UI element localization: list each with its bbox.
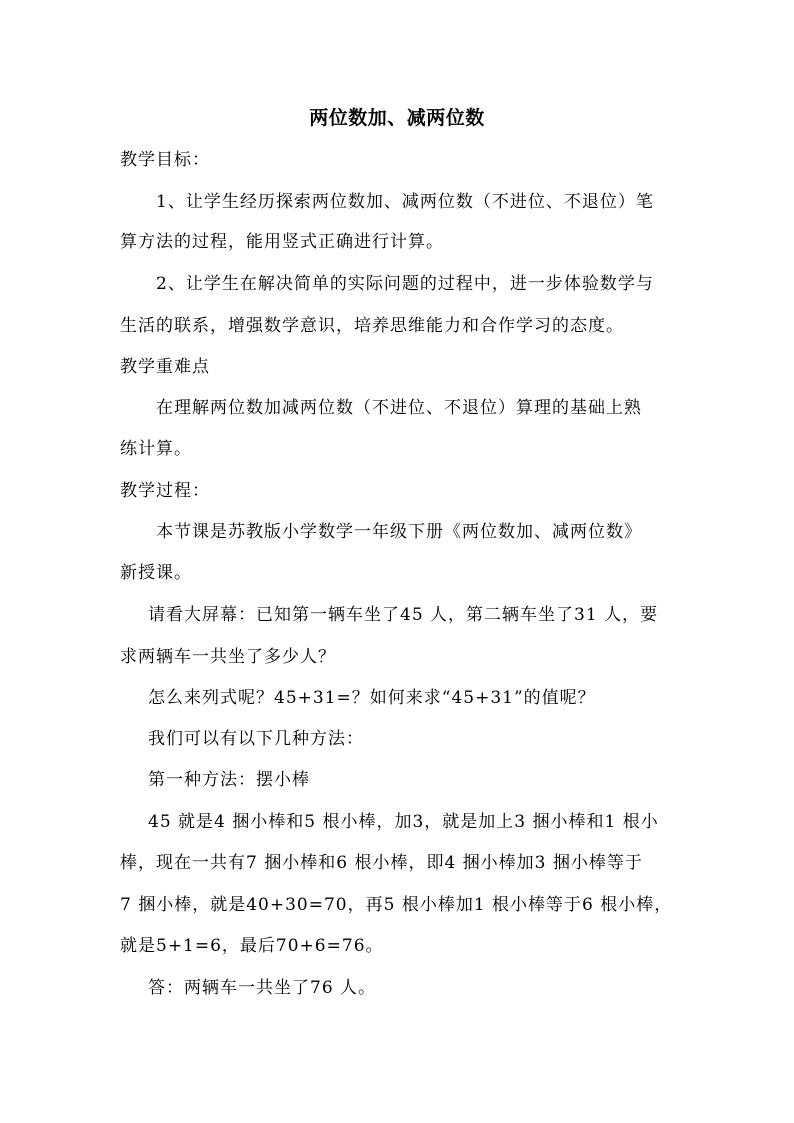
objective-2: 2、让学生在解决简单的实际问题的过程中，进一步体验数学与 [156, 274, 654, 294]
problem-text: 请看大屏幕：已知第一辆车坐了45 人，第二辆车坐了31 人，要 [148, 605, 659, 625]
problem-text-cont: 求两辆车一共坐了多少人？ [120, 647, 336, 667]
process-intro: 本节课是苏教版小学数学一年级下册《两位数加、减两位数》 [156, 522, 642, 542]
key-point-cont: 练计算。 [120, 439, 192, 459]
method-1-text-3: 7 捆小棒，就是40+30=70，再5 根小棒加1 根小棒等于6 根小棒， [120, 895, 673, 915]
objective-1: 1、让学生经历探索两位数加、减两位数（不进位、不退位）笔 [156, 192, 654, 212]
key-point: 在理解两位数加减两位数（不进位、不退位）算理的基础上熟 [156, 398, 642, 418]
equation-question: 怎么来列式呢？45+31=？如何来求“45+31”的值呢？ [148, 688, 596, 708]
methods-intro: 我们可以有以下几种方法： [148, 729, 364, 749]
method-1-text-2: 棒，现在一共有7 捆小棒和6 根小棒，即4 捆小棒加3 捆小棒等于 [120, 853, 643, 873]
objective-1-cont: 算方法的过程，能用竖式正确进行计算。 [120, 232, 444, 252]
answer: 答：两辆车一共坐了76 人。 [148, 978, 377, 998]
document-title: 两位数加、减两位数 [309, 107, 485, 129]
heading-key-points: 教学重难点 [120, 357, 210, 377]
heading-objectives: 教学目标： [120, 150, 210, 170]
objective-2-cont: 生活的联系，增强数学意识，培养思维能力和合作学习的态度。 [120, 316, 624, 336]
method-1-text: 45 就是4 捆小棒和5 根小棒，加3，就是加上3 捆小棒和1 根小 [148, 812, 659, 832]
process-intro-cont: 新授课。 [120, 563, 192, 583]
heading-process: 教学过程： [120, 481, 210, 501]
method-1-heading: 第一种方法：摆小棒 [148, 770, 310, 790]
method-1-text-4: 就是5+1=6，最后70+6=76。 [120, 936, 384, 956]
